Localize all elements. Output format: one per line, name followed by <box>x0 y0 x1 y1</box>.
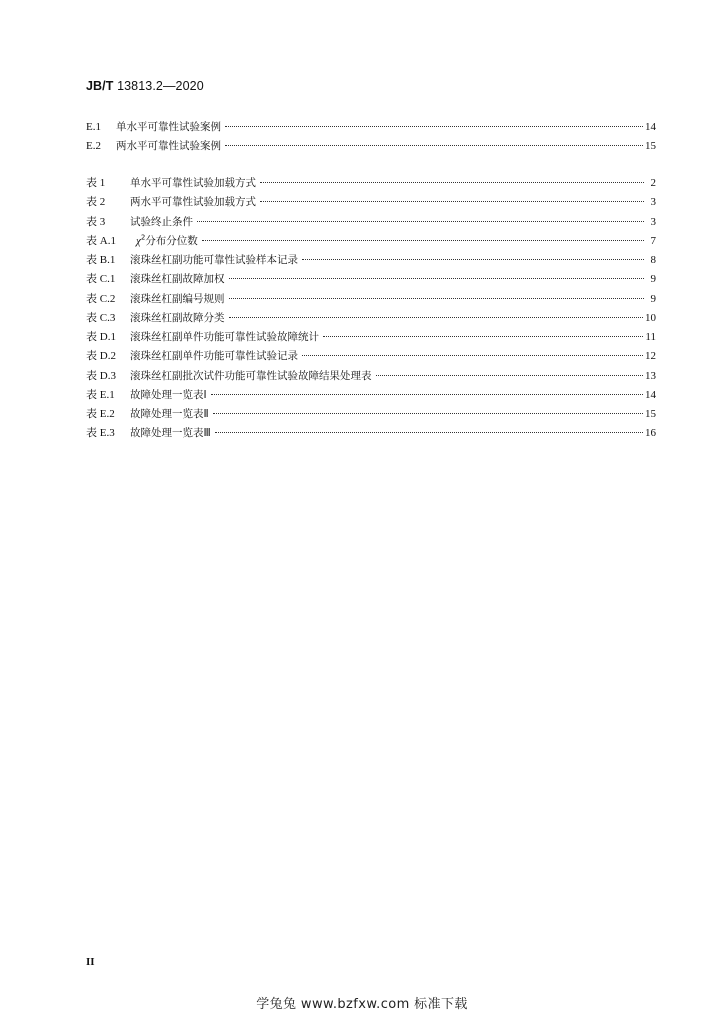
toc-appendix-e-section <box>86 118 656 157</box>
toc-entry-number: 表 C.2 <box>86 292 116 305</box>
toc-tables-section <box>86 174 656 444</box>
toc-entry[interactable] <box>86 232 656 251</box>
dot-leader <box>225 126 643 127</box>
toc-entry-number: 表 3 <box>86 215 106 228</box>
toc-entry-page: 15 <box>645 408 656 420</box>
toc-entry-title: 两水平可靠性试验加载方式 <box>130 196 256 209</box>
toc-entry-title <box>130 232 200 251</box>
dot-leader <box>260 201 644 202</box>
toc-entry-page: 15 <box>645 140 656 153</box>
toc-entry-number: E.2 <box>86 140 101 153</box>
toc-entry-number: 表 2 <box>86 196 106 209</box>
dot-leader <box>202 240 644 241</box>
toc-entry-title: 滚珠丝杠副单件功能可靠性试验记录 <box>130 350 298 363</box>
dot-leader <box>225 145 643 146</box>
toc-entry-title: 滚珠丝杠副编号规则 <box>130 292 225 305</box>
toc-entry[interactable] <box>86 118 656 137</box>
toc-entry-page: 3 <box>650 215 656 228</box>
toc-entry[interactable] <box>86 213 656 232</box>
toc-entry-number: 表 E.3 <box>86 427 115 440</box>
toc-entry[interactable] <box>86 309 656 328</box>
dot-leader <box>376 375 644 376</box>
toc-entry-number: 表 E.1 <box>86 388 115 401</box>
toc-entry-title: 故障处理一览表Ⅱ <box>130 408 209 420</box>
toc-entry-number: 表 E.2 <box>86 408 115 420</box>
footer-watermark: 学兔兔 www.bzfxw.com 标准下载 <box>256 997 468 1012</box>
toc-entry-page: 10 <box>645 311 656 324</box>
toc-entry[interactable] <box>86 405 656 424</box>
toc-entry[interactable] <box>86 386 656 405</box>
toc-entry-title: 单水平可靠性试验案例 <box>116 121 221 133</box>
dot-leader <box>229 298 645 299</box>
toc-entry-number: E.1 <box>86 121 101 133</box>
toc-entry-title: 滚珠丝杠副单件功能可靠性试验故障统计 <box>130 331 319 343</box>
toc-entry-number: 表 A.1 <box>86 234 116 247</box>
toc-entry-title: 滚珠丝杠副批次试件功能可靠性试验故障结果处理表 <box>130 369 372 382</box>
toc-entry[interactable] <box>86 367 656 386</box>
toc-entry[interactable] <box>86 290 656 309</box>
toc-entry-page: 8 <box>650 254 656 266</box>
toc-entry-page: 7 <box>650 234 656 247</box>
toc-entry-page: 2 <box>650 177 656 189</box>
dot-leader <box>260 182 644 183</box>
dot-leader <box>213 413 643 414</box>
toc-entry-number: 表 C.3 <box>86 311 116 324</box>
toc-entry-title: 两水平可靠性试验案例 <box>116 140 221 153</box>
toc-entry-title: 滚珠丝杠副故障加权 <box>130 273 225 286</box>
dot-leader <box>229 278 645 279</box>
toc-entry-page: 9 <box>650 292 656 305</box>
toc-entry-page: 14 <box>645 388 656 401</box>
toc-entry-title: 滚珠丝杠副故障分类 <box>130 311 225 324</box>
toc-entry-page: 16 <box>645 427 656 440</box>
toc-entry-title: 单水平可靠性试验加载方式 <box>130 177 256 189</box>
toc-entry-title: 滚珠丝杠副功能可靠性试验样本记录 <box>130 254 298 266</box>
standard-number: 13813.2—2020 <box>113 79 204 93</box>
toc-entry-number: 表 C.1 <box>86 273 116 286</box>
toc-entry-page: 9 <box>650 273 656 286</box>
dot-leader <box>323 336 643 337</box>
dot-leader <box>302 259 644 260</box>
dot-leader <box>302 355 643 356</box>
dot-leader <box>215 432 643 433</box>
toc-entry-page: 13 <box>645 369 656 382</box>
toc-entry[interactable] <box>86 328 656 347</box>
toc-entry-page: 14 <box>645 121 656 133</box>
toc-entry[interactable] <box>86 193 656 212</box>
toc-entry-number: 表 B.1 <box>86 254 116 266</box>
standard-prefix: JB/T <box>86 79 114 93</box>
standard-header <box>86 79 204 93</box>
toc-entry-number: 表 D.1 <box>86 331 116 343</box>
toc-entry[interactable] <box>86 174 656 193</box>
chi-symbol: χ <box>136 234 141 247</box>
toc-entry-number: 表 1 <box>86 177 106 189</box>
toc-entry-title: 故障处理一览表Ⅰ <box>130 388 207 401</box>
toc-entry-page: 11 <box>645 331 656 343</box>
toc-entry-title: 试验终止条件 <box>130 215 193 228</box>
toc-entry-number: 表 D.2 <box>86 350 116 363</box>
toc-entry-title: 故障处理一览表Ⅲ <box>130 427 211 440</box>
toc-entry[interactable] <box>86 137 656 156</box>
dot-leader <box>229 317 644 318</box>
toc-entry[interactable] <box>86 347 656 366</box>
toc-entry-number: 表 D.3 <box>86 369 116 382</box>
toc-entry-page: 12 <box>645 350 656 363</box>
chi-superscript: 2 <box>140 233 146 242</box>
toc-entry-title-text: 分布分位数 <box>145 234 198 247</box>
dot-leader <box>211 394 643 395</box>
toc-entry[interactable] <box>86 270 656 289</box>
page-folio: II <box>86 956 95 968</box>
dot-leader <box>197 221 644 222</box>
toc-entry[interactable] <box>86 251 656 270</box>
toc-entry[interactable] <box>86 424 656 443</box>
toc-entry-page: 3 <box>650 196 656 209</box>
